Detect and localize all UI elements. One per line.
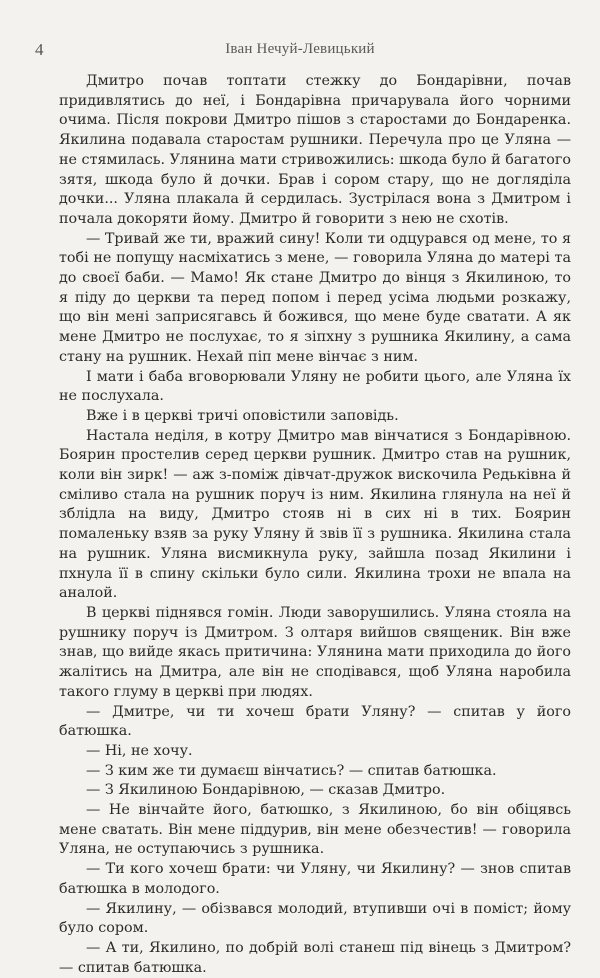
dialogue-line: — Ні, не хочу. — [86, 742, 193, 759]
dialogue-line: — З Якилиною Бондарівною, — сказав Дмитро. — [86, 782, 446, 799]
body-text — [59, 72, 571, 978]
dialogue-line: — Ти кого хочеш брати: чи Уляну, чи Якилину? — знов спитав батюшка в молодого. — [59, 861, 571, 897]
dialogue-line: — Не вінчайте його, батюшко, з Якилиною, бо він обіцявсь мене сватать. Він мене піддурив, він мене обезчестив! — говорила Уляна, не оступаючись з рушника. — [59, 802, 571, 858]
paragraph: І мати і баба вговорювали Уляну не робити цього, але Уляна їх не послухала. — [59, 368, 571, 405]
dialogue-line: — З ким же ти думаєш вінчатись? — спитав батюшка. — [86, 762, 497, 779]
paragraph: Дмитро почав топтати стежку до Бондарівни, почав придивлятись до неї, і Бондарівна причарувала його чорними очима. Після покрови Дмитро пішов з старостами до Бондаренка. Якилина подавала старостам рушники. Перечула про це Уляна — не стямилась. Улянина мати стривожились: шкода було й багатого зятя, шкода було й дочки. Брав і сором стару, що не догляділа дочки... Уляна плакала й сердилась. Зустрілася вона з Дмитром і почала докоряти йому. Дмитро й говорити з нею не схотів. — [59, 73, 571, 227]
dialogue-line: — Дмитре, чи ти хочеш брати Уляну? — спитав у його батюшка. — [59, 703, 571, 740]
paragraph: Настала неділя, в котру Дмитро мав вінчатися з Бондарівною. Боярин простелив серед церкви рушник. Дмитро став на рушник, коли він зирк! — аж з-поміж дівчат-дружок вискочила Редьківна й сміливо стала на рушник поруч із ним. Якилина глянула на неї й зблідла на виду, Дмитро стояв ні в сих ні в тих. Боярин помаленьку взяв за руку Уляну й звів її з рушника. Якилина стала на рушник. Уляна висмикнула руку, зайшла позад Якилини і пхнула її в спину скільки було сили. Якилина трохи не впала на аналой. — [59, 427, 571, 602]
running-header-author: Іван Нечуй-Левицький — [225, 41, 375, 57]
dialogue-line: — Якилину, — обізвався молодий, втупивши очі в поміст; йому було сором. — [59, 900, 571, 937]
paragraph: В церкві піднявся гомін. Люди заворушились. Уляна стояла на рушнику поруч із Дмитром. З олтаря вийшов священик. Він вже знав, що вийде якась притичина: Улянина мати приходила до його жалітись на Дмитра, але він не сподівався, щоб Уляна наробила такого глуму в церкві при людях. — [59, 604, 571, 700]
dialogue-line: — А ти, Якилино, по добрій волі станеш під вінець з Дмитром? — спитав батюшка. — [59, 939, 571, 976]
paragraph: Вже і в церкві тричі оповістили заповідь. — [86, 407, 399, 424]
paragraph: — Тривай же ти, вражий сину! Коли ти одцурався од мене, то я тобі не попущу насміхатись з мене, — говорила Уляна до матері та до своєї баби. — Мамо! Як стане Дмитро до вінця з Якилиною, то я піду до церкви та перед попом і перед усіма людьми розкажу, що він мені заприсягавсь й божився, що мене буде сватати. А як мене Дмитро не послухає, то я зіпхну з рушника Якилину, а сама стану на рушник. Нехай піп мене вінчає з ним. — [59, 230, 571, 365]
page-number: 4 — [35, 40, 44, 59]
